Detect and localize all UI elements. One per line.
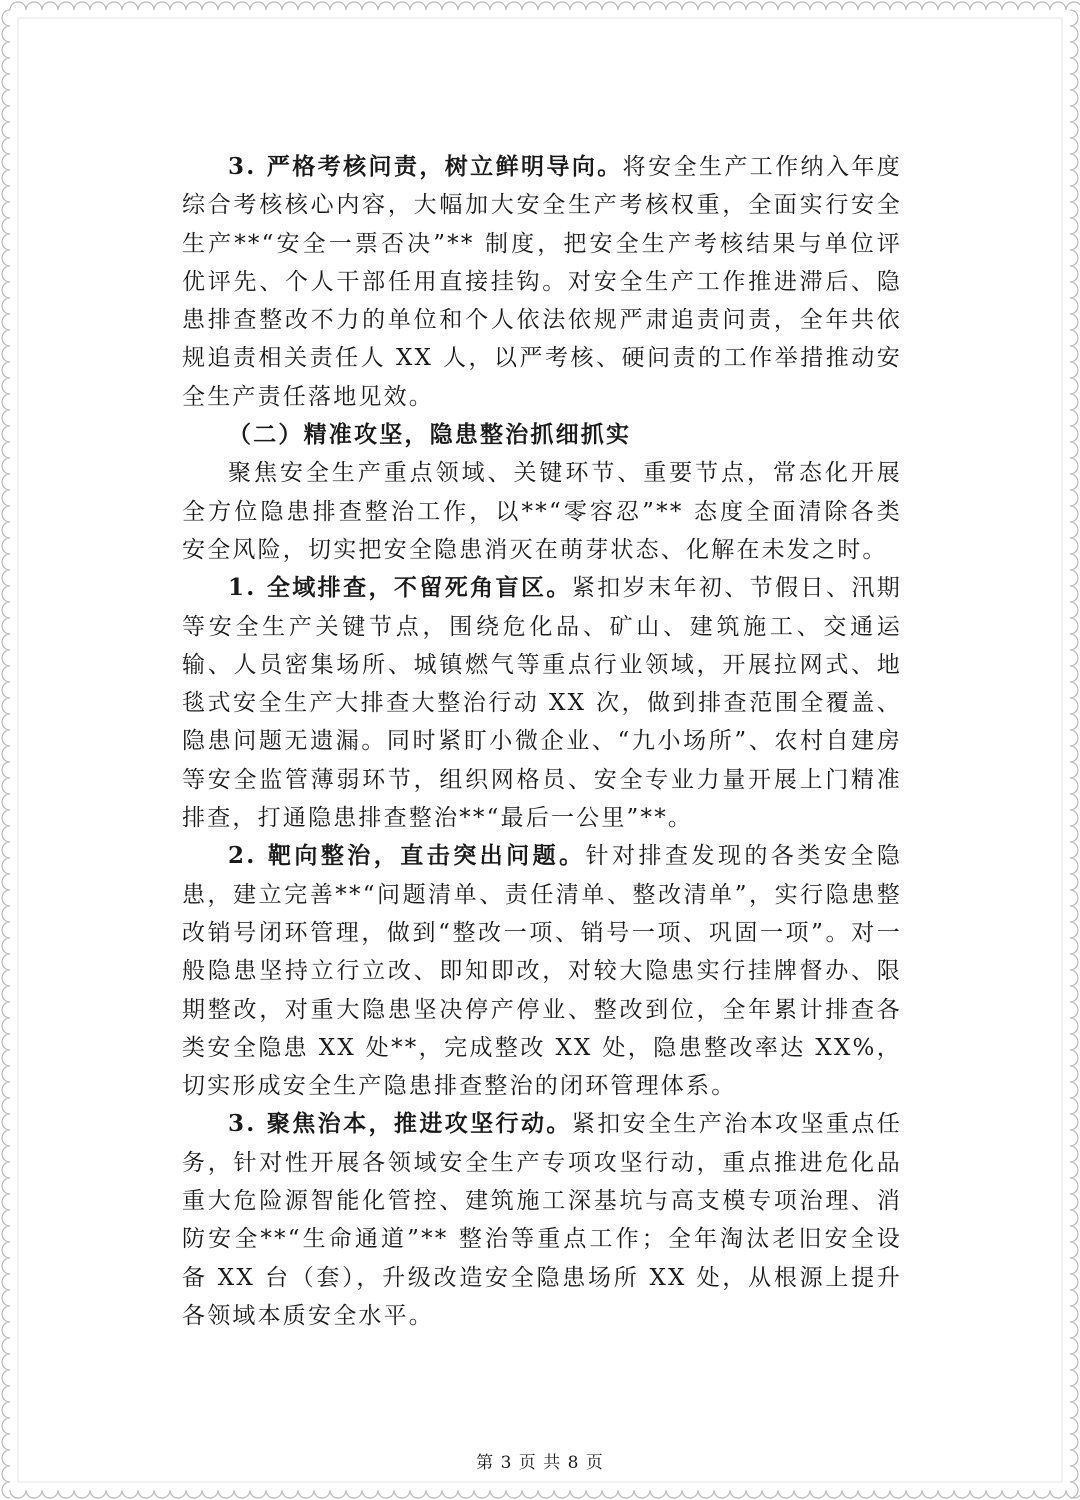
paragraph-text: 紧扣岁末年初、节假日、汛期等安全生产关键节点，围绕危化品、矿山、建筑施工、交通运输、人员密集场所、城镇燃气等重点行业领域，开展拉网式、地毯式安全生产大排查大整治行动 XX 次，做到排查范围全覆盖、隐患问题无遗漏。同时紧盯小微企业、“九小场所”、农村自建房等安全监管薄弱环节，组织网格员、安全专业力量开展上门精准排查，打通隐患排查整治**“最后一公里”**。 [182,575,902,832]
paragraph-text: 紧扣安全生产治本攻坚重点任务，针对性开展各领域安全生产专项攻坚行动，重点推进危化品重大危险源智能化管控、建筑施工深基坑与高支模专项治理、消防安全**“生命通道”** 整治等重点工作；全年淘汰老旧安全设备 XX 台（套），升级改造安全隐患场所 XX 处，从根源上提升各领域本质安全水平。 [182,1111,902,1329]
paragraph-root-cause [182,1105,902,1335]
paragraph-lead: 3. 严格考核问责，树立鲜明导向。 [228,153,623,180]
paragraph-text: 将安全生产工作纳入年度综合考核核心内容，大幅加大安全生产考核权重，全面实行安全生产**“安全一票否决”** 制度，把安全生产考核结果与单位评优评先、个人干部任用直接挂钩。对安全生产工作推进滞后、隐患排查整改不力的单位和个人依法依规严肃追责问责，全年共依规追责相关责任人 XX 人，以严考核、硬问责的工作举措推动安全生产责任落地见效。 [182,154,903,410]
paragraph-assessment [182,148,902,416]
paragraph-lead: 3. 聚焦治本，推进攻坚行动。 [228,1110,572,1138]
paragraph-text: 聚焦安全生产重点领域、关键环节、重要节点，常态化开展全方位隐患排查整治工作，以**“零容忍”** 态度全面清除各类安全风险，切实把安全隐患消灭在萌芽状态、化解在未发之时。 [182,460,902,563]
paragraph-text: 针对排查发现的各类安全隐患，建立完善**“问题清单、责任清单、整改清单”，实行隐患整改销号闭环管理，做到“整改一项、销号一项、巩固一项”。对一般隐患坚持立行立改、即知即改，对较大隐患实行挂牌督办、限期整改，对重大隐患坚决停产停业、整改到位，全年累计排查各类安全隐患 XX 处**，完成整改 XX 处，隐患整改率达 XX%，切实形成安全生产隐患排查整治的闭环管理体系。 [182,843,902,1100]
document-body [182,148,902,1335]
paragraph-inspection [182,569,902,837]
paragraph-lead: 2. 靶向整治，直击突出问题。 [228,842,586,870]
section-heading: （二）精准攻坚，隐患整治抓细抓实 [228,421,632,449]
paragraph-lead: 1. 全域排查，不留死角盲区。 [228,574,572,602]
page-number: 第 3 页 共 8 页 [476,1453,604,1473]
paragraph-rectification [182,837,902,1105]
paragraph-intro [182,454,902,569]
